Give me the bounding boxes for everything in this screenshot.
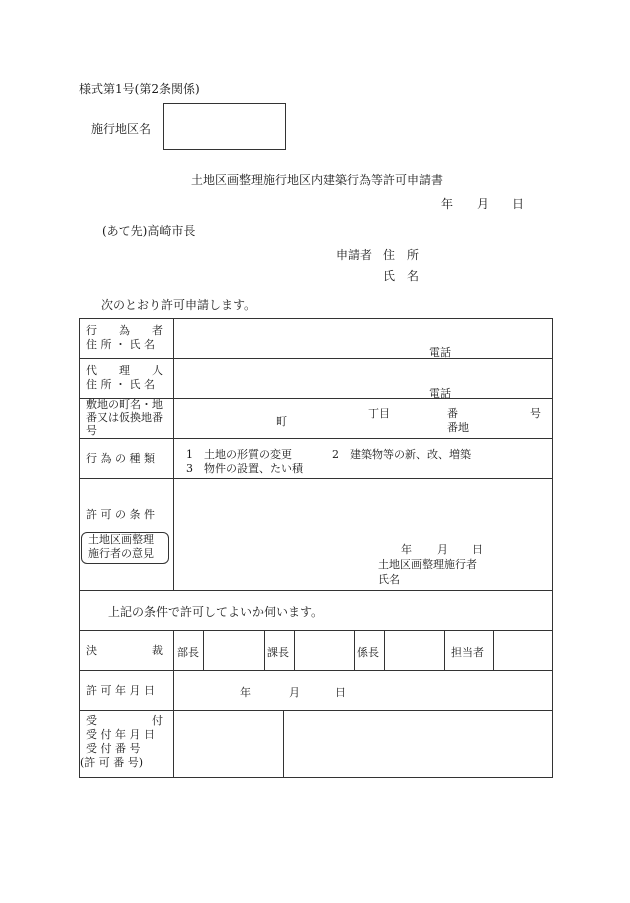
page-title: 土地区画整理施行地区内建築行為等許可申請書 bbox=[191, 173, 444, 187]
type-option-1[interactable]: 1 土地の形質の変更 bbox=[186, 448, 292, 461]
person-in-charge-label: 担当者 bbox=[451, 646, 484, 659]
site-field[interactable] bbox=[175, 400, 550, 437]
decision-divider bbox=[264, 630, 265, 670]
row-divider bbox=[79, 438, 552, 439]
section-head-label: 課長 bbox=[267, 646, 289, 659]
receipt-number-field[interactable] bbox=[285, 712, 550, 775]
date-month: 月 bbox=[477, 197, 490, 211]
receipt-divider bbox=[283, 710, 284, 777]
agent-phone-label: 電話 bbox=[429, 387, 451, 400]
name-label: 氏 名 bbox=[383, 269, 420, 283]
agent-field[interactable] bbox=[175, 360, 550, 397]
permit-date-field[interactable] bbox=[175, 672, 550, 709]
receipt-label-line2: 受 付 年 月 日 bbox=[86, 728, 155, 741]
decision-divider bbox=[493, 630, 494, 670]
actor-field[interactable] bbox=[175, 320, 550, 357]
chief-label: 係長 bbox=[357, 646, 379, 659]
receipt-date-field[interactable] bbox=[175, 712, 282, 775]
site-label-line1: 敷地の町名・地 bbox=[86, 398, 163, 411]
row-divider bbox=[79, 478, 552, 479]
decision-label: 決 裁 bbox=[86, 644, 163, 657]
permit-year: 年 bbox=[240, 686, 251, 699]
dept-head-stamp[interactable] bbox=[205, 632, 263, 669]
date-year: 年 bbox=[441, 197, 454, 211]
label-column-divider bbox=[173, 318, 174, 590]
actor-label-line1: 行 為 者 bbox=[86, 324, 163, 337]
person-in-charge-stamp[interactable] bbox=[495, 632, 550, 669]
permit-month: 月 bbox=[289, 686, 300, 699]
cond-executor: 土地区画整理施行者 bbox=[378, 558, 477, 571]
site-banchi: 番地 bbox=[447, 421, 469, 434]
row-divider bbox=[79, 358, 552, 359]
decision-divider bbox=[294, 630, 295, 670]
addressee: (あて先)高崎市長 bbox=[102, 224, 196, 238]
agent-label-line2: 住 所 ・ 氏 名 bbox=[86, 378, 155, 391]
receipt-label-line3: 受 付 番 号 bbox=[86, 742, 141, 755]
site-label-line2: 番又は仮換地番 bbox=[86, 411, 163, 424]
type-option-3[interactable]: 3 物件の設置、たい積 bbox=[186, 462, 303, 475]
receipt-label-line1: 受 付 bbox=[86, 714, 163, 727]
cond-year: 年 bbox=[401, 543, 412, 556]
district-input-box[interactable] bbox=[163, 103, 286, 150]
agent-label-line1: 代 理 人 bbox=[86, 364, 163, 377]
applicant-label: 申請者 bbox=[336, 248, 373, 262]
label-column-divider bbox=[173, 630, 174, 777]
row-divider bbox=[79, 630, 552, 631]
actor-label-line2: 住 所 ・ 氏 名 bbox=[86, 338, 155, 351]
decision-divider bbox=[384, 630, 385, 670]
address-label: 住 所 bbox=[383, 248, 420, 262]
permit-day: 日 bbox=[335, 686, 346, 699]
site-ban: 番 bbox=[447, 407, 458, 420]
row-divider bbox=[79, 590, 552, 591]
chief-stamp[interactable] bbox=[386, 632, 443, 669]
cond-sub-line1: 土地区画整理 bbox=[88, 533, 154, 546]
type-label: 行 為 の 種 類 bbox=[86, 452, 155, 465]
site-go: 号 bbox=[530, 407, 541, 420]
actor-phone-label: 電話 bbox=[429, 346, 451, 359]
cond-label: 許 可 の 条 件 bbox=[86, 508, 155, 521]
section-head-stamp[interactable] bbox=[296, 632, 353, 669]
permit-date-label: 許 可 年 月 日 bbox=[86, 684, 155, 697]
cond-month: 月 bbox=[437, 543, 448, 556]
form-number: 様式第1号(第2条関係) bbox=[79, 82, 200, 96]
type-option-2[interactable]: 2 建築物等の新、改、増築 bbox=[332, 448, 471, 461]
site-chome: 丁目 bbox=[368, 407, 390, 420]
intro-text: 次のとおり許可申請します。 bbox=[101, 298, 257, 312]
cond-sub-line2: 施行者の意見 bbox=[88, 547, 154, 560]
cond-day: 日 bbox=[472, 543, 483, 556]
row-divider bbox=[79, 710, 552, 711]
district-label: 施行地区名 bbox=[91, 122, 152, 136]
cond-field[interactable] bbox=[175, 480, 550, 589]
decision-divider bbox=[444, 630, 445, 670]
decision-divider bbox=[203, 630, 204, 670]
dept-head-label: 部長 bbox=[177, 646, 199, 659]
site-label-line3: 号 bbox=[86, 424, 97, 437]
site-town: 町 bbox=[276, 415, 287, 428]
row-divider bbox=[79, 670, 552, 671]
decision-divider bbox=[354, 630, 355, 670]
date-day: 日 bbox=[512, 197, 525, 211]
cond-name: 氏名 bbox=[378, 573, 400, 586]
receipt-label-line4: (許 可 番 号) bbox=[80, 756, 144, 769]
approval-text: 上記の条件で許可してよいか伺います。 bbox=[108, 605, 324, 619]
